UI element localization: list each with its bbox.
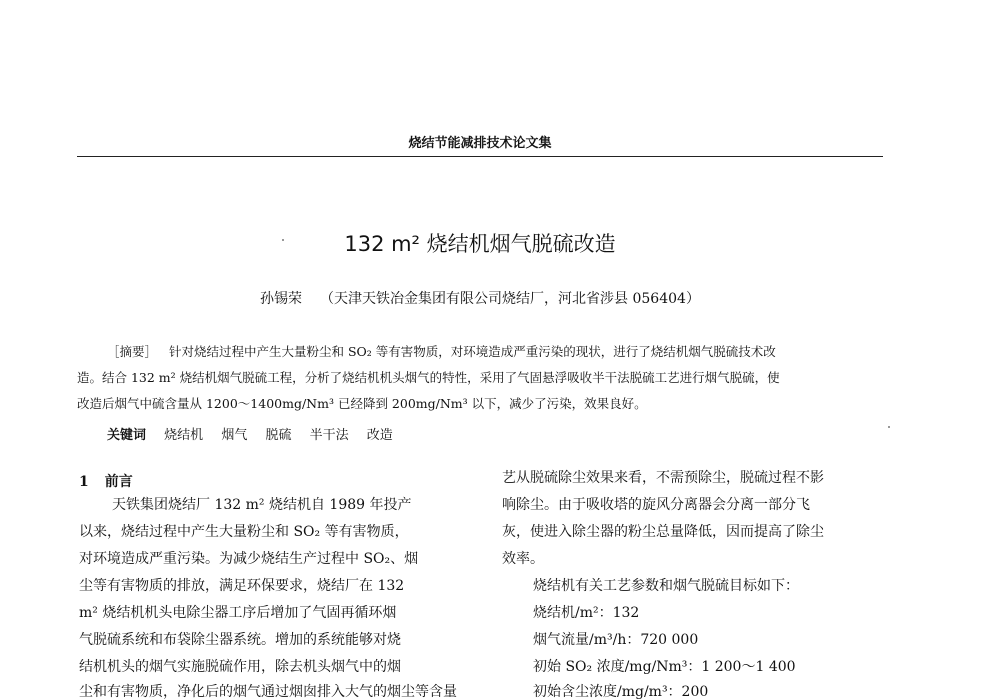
scan-speck xyxy=(888,426,890,428)
body-text-line: 结机机头的烟气实施脱硫作用，除去机头烟气中的烟 xyxy=(79,659,401,675)
body-text-line: 烧结机有关工艺参数和烟气脱硫目标如下： xyxy=(533,578,799,594)
running-head: 烧结节能减排技术论文集 xyxy=(408,136,552,151)
header-rule xyxy=(77,156,883,157)
keyword: 半干法 xyxy=(309,428,349,443)
paper-title: 132 m² 烧结机烟气脱硫改造 xyxy=(344,232,616,256)
body-text-line: 尘等有害物质的排放，满足环保要求，烧结厂在 132 xyxy=(79,578,405,594)
body-text-line: 艺从脱硫除尘效果来看，不需预除尘，脱硫过程不影 xyxy=(502,470,824,486)
author-name: 孙锡荣 xyxy=(260,291,303,307)
body-text-line: 灰，使进入除尘器的粉尘总量降低，因而提高了除尘 xyxy=(502,524,824,540)
parameter-line: 烟气流量/m³/h：720 000 xyxy=(533,632,699,648)
body-text-line: 效率。 xyxy=(502,551,544,567)
body-text-line: 尘和有害物质，净化后的烟气通过烟囱排入大气的烟尘等含量 xyxy=(79,684,457,700)
author-line xyxy=(0,288,960,308)
author-affiliation: （天津天铁冶金集团有限公司烧结厂，河北省涉县 056404） xyxy=(320,291,700,307)
keyword: 烟气 xyxy=(221,428,248,443)
body-text-line: 以来，烧结过程中产生大量粉尘和 SO₂ 等有害物质， xyxy=(79,524,409,540)
body-text-line: 对环境造成严重污染。为减少烧结生产过程中 SO₂、烟 xyxy=(79,551,419,567)
parameter-line: 初始含尘浓度/mg/m³：200 xyxy=(533,684,709,700)
section-number: 1 xyxy=(79,474,89,490)
body-text-line: m² 烧结机机头电除尘器工序后增加了气固再循环烟 xyxy=(79,605,397,621)
body-text-line: 天铁集团烧结厂 132 m² 烧结机自 1989 年投产 xyxy=(112,497,412,513)
section-heading xyxy=(79,471,133,491)
parameter-line: 烧结机/m²：132 xyxy=(533,605,640,621)
keyword: 改造 xyxy=(366,428,393,443)
abstract-line: 改造后烟气中硫含量从 1200～1400mg/Nm³ 已经降到 200mg/Nm³ 以下，减少了污染，效果良好。 xyxy=(77,396,647,411)
keyword: 脱硫 xyxy=(265,428,292,443)
section-title: 前言 xyxy=(104,474,133,490)
abstract-text: 针对烧结过程中产生大量粉尘和 SO₂ 等有害物质，对环境造成严重污染的现状，进行了烧结机烟气脱硫技术改 xyxy=(169,344,776,359)
body-text-line: 响除尘。由于吸收塔的旋风分离器会分离一部分飞 xyxy=(502,497,810,513)
keyword: 烧结机 xyxy=(164,428,204,443)
keywords-line xyxy=(107,424,393,443)
abstract-line xyxy=(107,342,776,360)
parameter-line: 初始 SO₂ 浓度/mg/Nm³：1 200～1 400 xyxy=(533,659,796,675)
keywords-label: 关键词 xyxy=(107,428,147,443)
body-text-line: 气脱硫系统和布袋除尘器系统。增加的系统能够对烧 xyxy=(79,632,401,648)
abstract-label: ［摘要］ xyxy=(107,344,158,359)
abstract-line: 造。结合 132 m² 烧结机烟气脱硫工程，分析了烧结机机头烟气的特性，采用了气固悬浮吸收半干法脱硫工艺进行烟气脱硫，使 xyxy=(77,370,780,385)
